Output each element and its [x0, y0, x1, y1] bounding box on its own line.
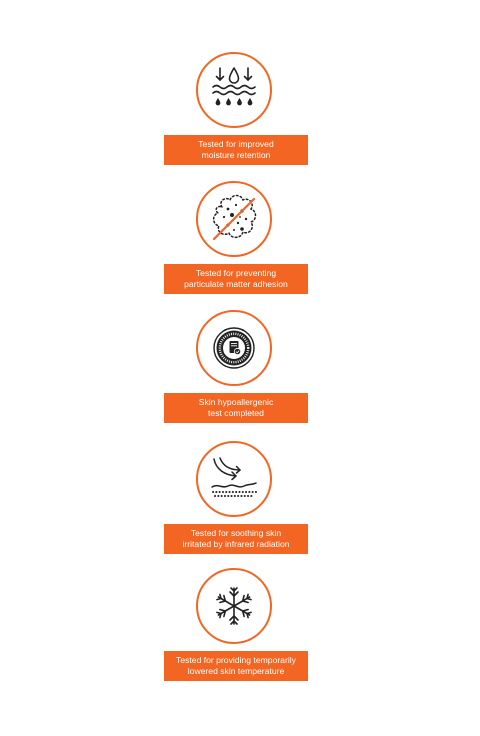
- snowflake-icon: [198, 570, 270, 642]
- feature-label: Tested for improved moisture retention: [164, 135, 308, 165]
- feature-moisture-retention: [0, 52, 480, 168]
- dermatologist-tested-seal-icon: [198, 312, 270, 384]
- snowflake-badge: [196, 568, 272, 644]
- feature-hypoallergenic: [0, 310, 480, 426]
- feature-label: Tested for preventing particulate matter adhesion: [164, 264, 308, 294]
- no-particulate-icon: [198, 183, 270, 255]
- moisture-drops-icon: [198, 54, 270, 126]
- hypoallergenic-badge: [196, 310, 272, 386]
- infrared-skin-icon: [198, 443, 270, 515]
- feature-skin-temperature: [0, 568, 480, 684]
- feature-particulate-prevention: [0, 181, 480, 297]
- infrared-badge: [196, 441, 272, 517]
- moisture-badge: [196, 52, 272, 128]
- feature-label: Skin hypoallergenic test completed: [164, 393, 308, 423]
- feature-infrared-soothing: [0, 441, 480, 557]
- feature-label: Tested for providing temporarily lowered skin temperature: [164, 651, 308, 681]
- particulate-badge: [196, 181, 272, 257]
- feature-label: Tested for soothing skin irritated by infrared radiation: [164, 524, 308, 554]
